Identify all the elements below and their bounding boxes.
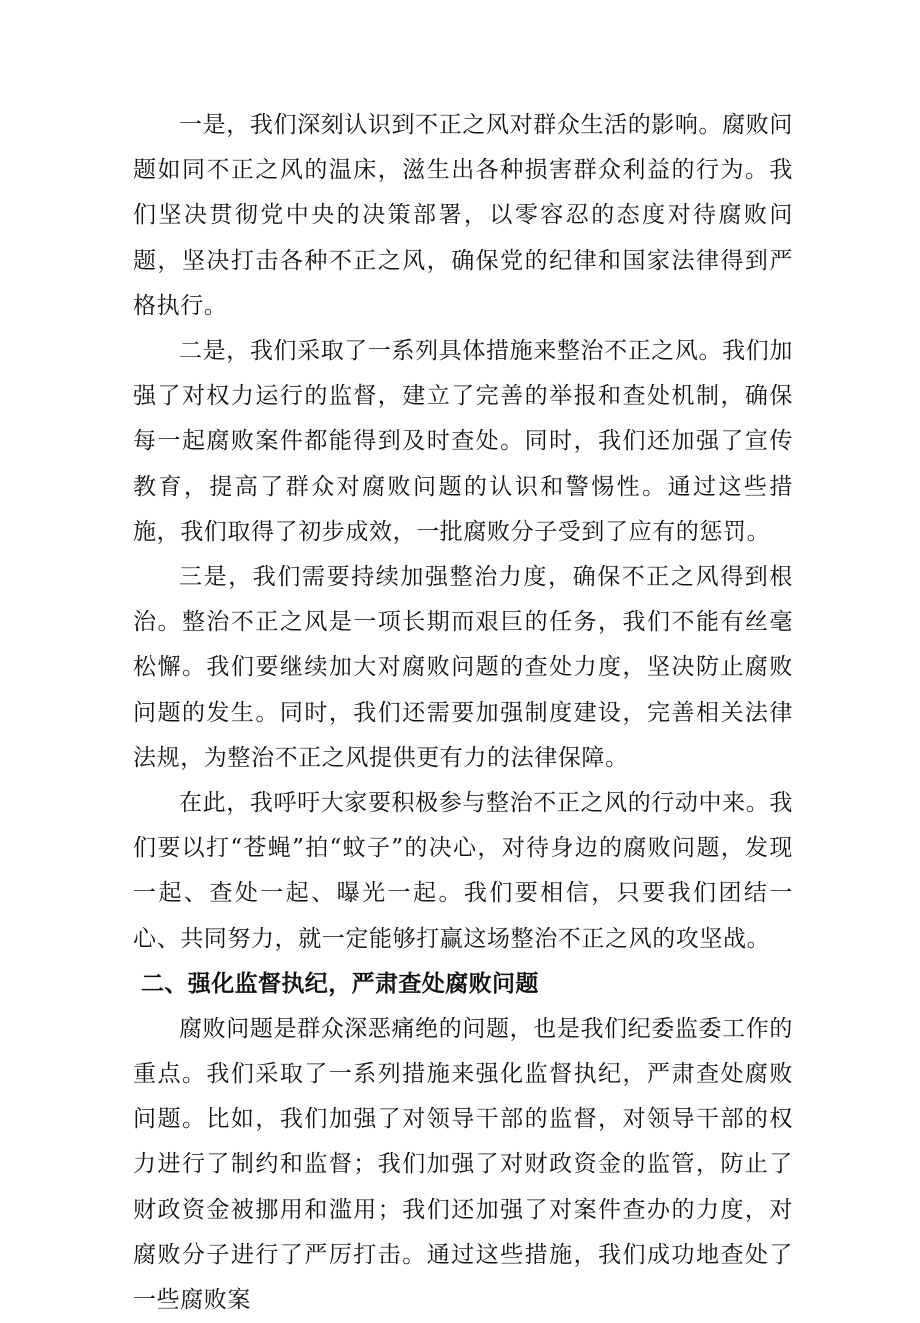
paragraph-1: 一是，我们深刻认识到不正之风对群众生活的影响。腐败问题如同不正之风的温床，滋生出各种损害群众利益的行为。我们坚决贯彻党中央的决策部署，以零容忍的态度对待腐败问题，坚决打击各种不正之风，确保党的纪律和国家法律得到严格执行。 — [133, 112, 793, 319]
document-body — [133, 103, 793, 1323]
paragraph-2: 二是，我们采取了一系列具体措施来整治不正之风。我们加强了对权力运行的监督，建立了完善的举报和查处机制，确保每一起腐败案件都能得到及时查处。同时，我们还加强了宣传教育，提高了群众对腐败问题的认识和警惕性。通过这些措施，我们取得了初步成效，一批腐败分子受到了应有的惩罚。 — [133, 338, 793, 545]
section-paragraph: 腐败问题是群众深恶痛绝的问题，也是我们纪委监委工作的重点。我们采取了一系列措施来强化监督执纪，严肃查处腐败问题。比如，我们加强了对领导干部的监督，对领导干部的权力进行了制约和监督；我们加强了对财政资金的监管，防止了财政资金被挪用和滥用；我们还加强了对案件查办的力度，对腐败分子进行了严厉打击。通过这些措施，我们成功地查处了一些腐败案 — [133, 1015, 793, 1314]
paragraph-3: 三是，我们需要持续加强整治力度，确保不正之风得到根治。整治不正之风是一项长期而艰巨的任务，我们不能有丝毫松懈。我们要继续加大对腐败问题的查处力度，坚决防止腐败问题的发生。同时，我们还需要加强制度建设，完善相关法律法规，为整治不正之风提供更有力的法律保障。 — [133, 564, 793, 771]
paragraph-4: 在此，我呼吁大家要积极参与整治不正之风的行动中来。我们要以打“苍蝇”拍“蚊子”的决心，对待身边的腐败问题，发现一起、查处一起、曝光一起。我们要相信，只要我们团结一心、共同努力，就一定能够打赢这场整治不正之风的攻坚战。 — [133, 790, 793, 952]
section-heading: 二、强化监督执纪，严肃查处腐败问题 — [141, 970, 539, 997]
